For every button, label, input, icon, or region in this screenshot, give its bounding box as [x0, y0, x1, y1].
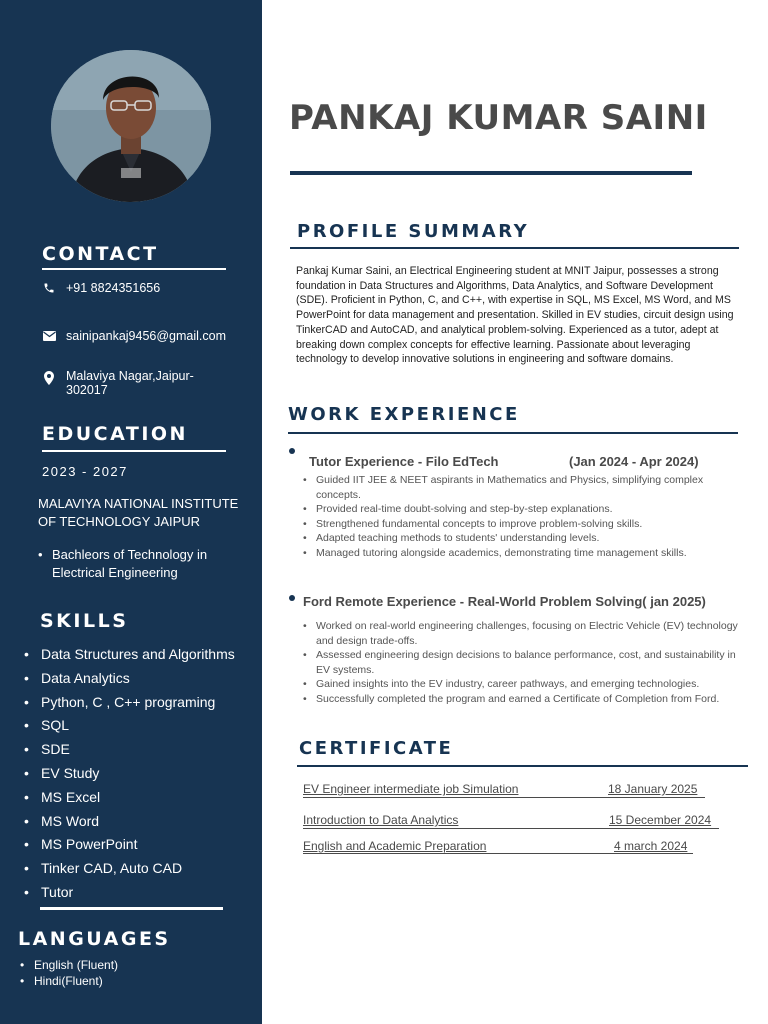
contact-email-row [40, 329, 226, 343]
job-bullet: • Adapted teaching methods to students' understanding levels. [300, 531, 742, 546]
certificate-date: 18 January 2025 [608, 782, 698, 796]
contact-phone-row [40, 281, 160, 295]
phone-icon [40, 281, 58, 295]
job-bullet: • Successfully completed the program and earned a Certificate of Completion from Ford. [300, 692, 742, 707]
contact-address: Malaviya Nagar,Jaipur-302017 [66, 369, 194, 397]
certificate-name[interactable]: EV Engineer intermediate job Simulation [303, 782, 519, 796]
certificate-date: 15 December 2024 [609, 813, 712, 827]
certificate-row [303, 782, 698, 796]
certificate-divider [297, 765, 748, 767]
candidate-name: PANKAJ KUMAR SAINI [289, 98, 708, 138]
skill-item: • MS Word [24, 811, 235, 835]
skill-item: • Tinker CAD, Auto CAD [24, 858, 235, 882]
skill-item: • Data Structures and Algorithms [24, 644, 235, 668]
contact-divider [42, 268, 226, 270]
job-bullets [300, 473, 742, 561]
work-experience-heading: WORK EXPERIENCE [288, 404, 520, 425]
job-bullet: • Assessed engineering design decisions to balance performance, cost, and sustainability in EV systems. [300, 648, 742, 677]
skills-heading: SKILLS [40, 610, 129, 632]
location-pin-icon [40, 371, 58, 385]
job-bullet-marker [289, 595, 295, 601]
certificate-underline [303, 797, 705, 798]
profile-summary-text: Pankaj Kumar Saini, an Electrical Engineering student at MNIT Jaipur, possesses a strong foundation in Data Structures and Algorithms, Data Analytics, and Software Development (SDE). Proficient in Python, C, and C++, with expertise in SQL, MS Excel, MS Word, and MS PowerPoint for data management and presentation. Skilled in EV studies, circuit design using TinkerCAD and AutoCAD, and analytical problem-solving. Experienced as a tutor, adept at breaking down complex concepts for effective learning. Passionate about leveraging technology to develop innovative solutions in engineering and software domains. [296, 265, 734, 366]
profile-photo [51, 50, 211, 202]
certificate-underline [303, 853, 693, 854]
certificate-row [303, 839, 688, 853]
certificate-heading: CERTIFICATE [299, 738, 454, 759]
skill-item: • MS Excel [24, 787, 235, 811]
job-bullets [300, 619, 742, 707]
job-bullet: • Gained insights into the EV industry, career pathways, and emerging technologies. [300, 677, 742, 692]
education-institute: MALAVIYA NATIONAL INSTITUTE OF TECHNOLOGY JAIPUR [38, 496, 239, 529]
work-experience-divider [288, 432, 738, 434]
certificate-row [303, 813, 712, 827]
job-bullet: • Guided IIT JEE & NEET aspirants in Mathematics and Physics, simplifying complex concepts. [300, 473, 742, 502]
profile-photo-illustration [51, 50, 211, 202]
job-bullet: • Provided real-time doubt-solving and step-by-step explanations. [300, 502, 742, 517]
job-bullet: • Managed tutoring alongside academics, demonstrating time management skills. [300, 546, 742, 561]
skill-item: • MS PowerPoint [24, 834, 235, 858]
skill-item: • Python, C , C++ programing [24, 692, 235, 716]
skill-item: • SQL [24, 715, 235, 739]
skill-item: • SDE [24, 739, 235, 763]
skills-divider [40, 907, 223, 910]
job-bullet-marker [289, 448, 295, 454]
education-degree: • Bachleors of Technology in Electrical Engineering [38, 546, 248, 582]
job-bullet: • Strengthened fundamental concepts to improve problem-solving skills. [300, 517, 742, 532]
mail-icon [40, 329, 58, 343]
education-years: 2023 - 2027 [42, 464, 128, 479]
certificate-name[interactable]: English and Academic Preparation [303, 839, 487, 853]
education-degree-list [38, 546, 248, 582]
contact-email[interactable]: sainipankaj9456@gmail.com [66, 329, 226, 343]
job-bullet: • Worked on real-world engineering challenges, focusing on Electric Vehicle (EV) technology and design trade-offs. [300, 619, 742, 648]
name-underline [290, 171, 692, 175]
certificate-name[interactable]: Introduction to Data Analytics [303, 813, 459, 827]
languages-heading: LANGUAGES [18, 928, 171, 950]
job-date: (Jan 2024 - Apr 2024) [569, 454, 699, 469]
education-divider [42, 450, 226, 452]
skill-item: • Data Analytics [24, 668, 235, 692]
languages-list [20, 957, 118, 989]
sidebar [0, 0, 262, 1024]
profile-summary-heading: PROFILE SUMMARY [297, 221, 530, 242]
skill-item: • Tutor [24, 882, 235, 906]
certificate-underline [303, 828, 719, 829]
skill-item: • EV Study [24, 763, 235, 787]
skills-list [24, 644, 235, 906]
contact-phone[interactable]: +91 8824351656 [66, 281, 161, 295]
language-item: • Hindi(Fluent) [20, 973, 118, 989]
contact-address-row [40, 369, 216, 397]
profile-summary-divider [290, 247, 739, 249]
job-title: Tutor Experience - Filo EdTech [309, 454, 499, 469]
job-title: Ford Remote Experience - Real-World Problem Solving( jan 2025) [303, 594, 706, 609]
language-item: • English (Fluent) [20, 957, 118, 973]
education-heading: EDUCATION [42, 423, 188, 445]
contact-heading: CONTACT [42, 243, 159, 265]
certificate-date: 4 march 2024 [614, 839, 688, 853]
